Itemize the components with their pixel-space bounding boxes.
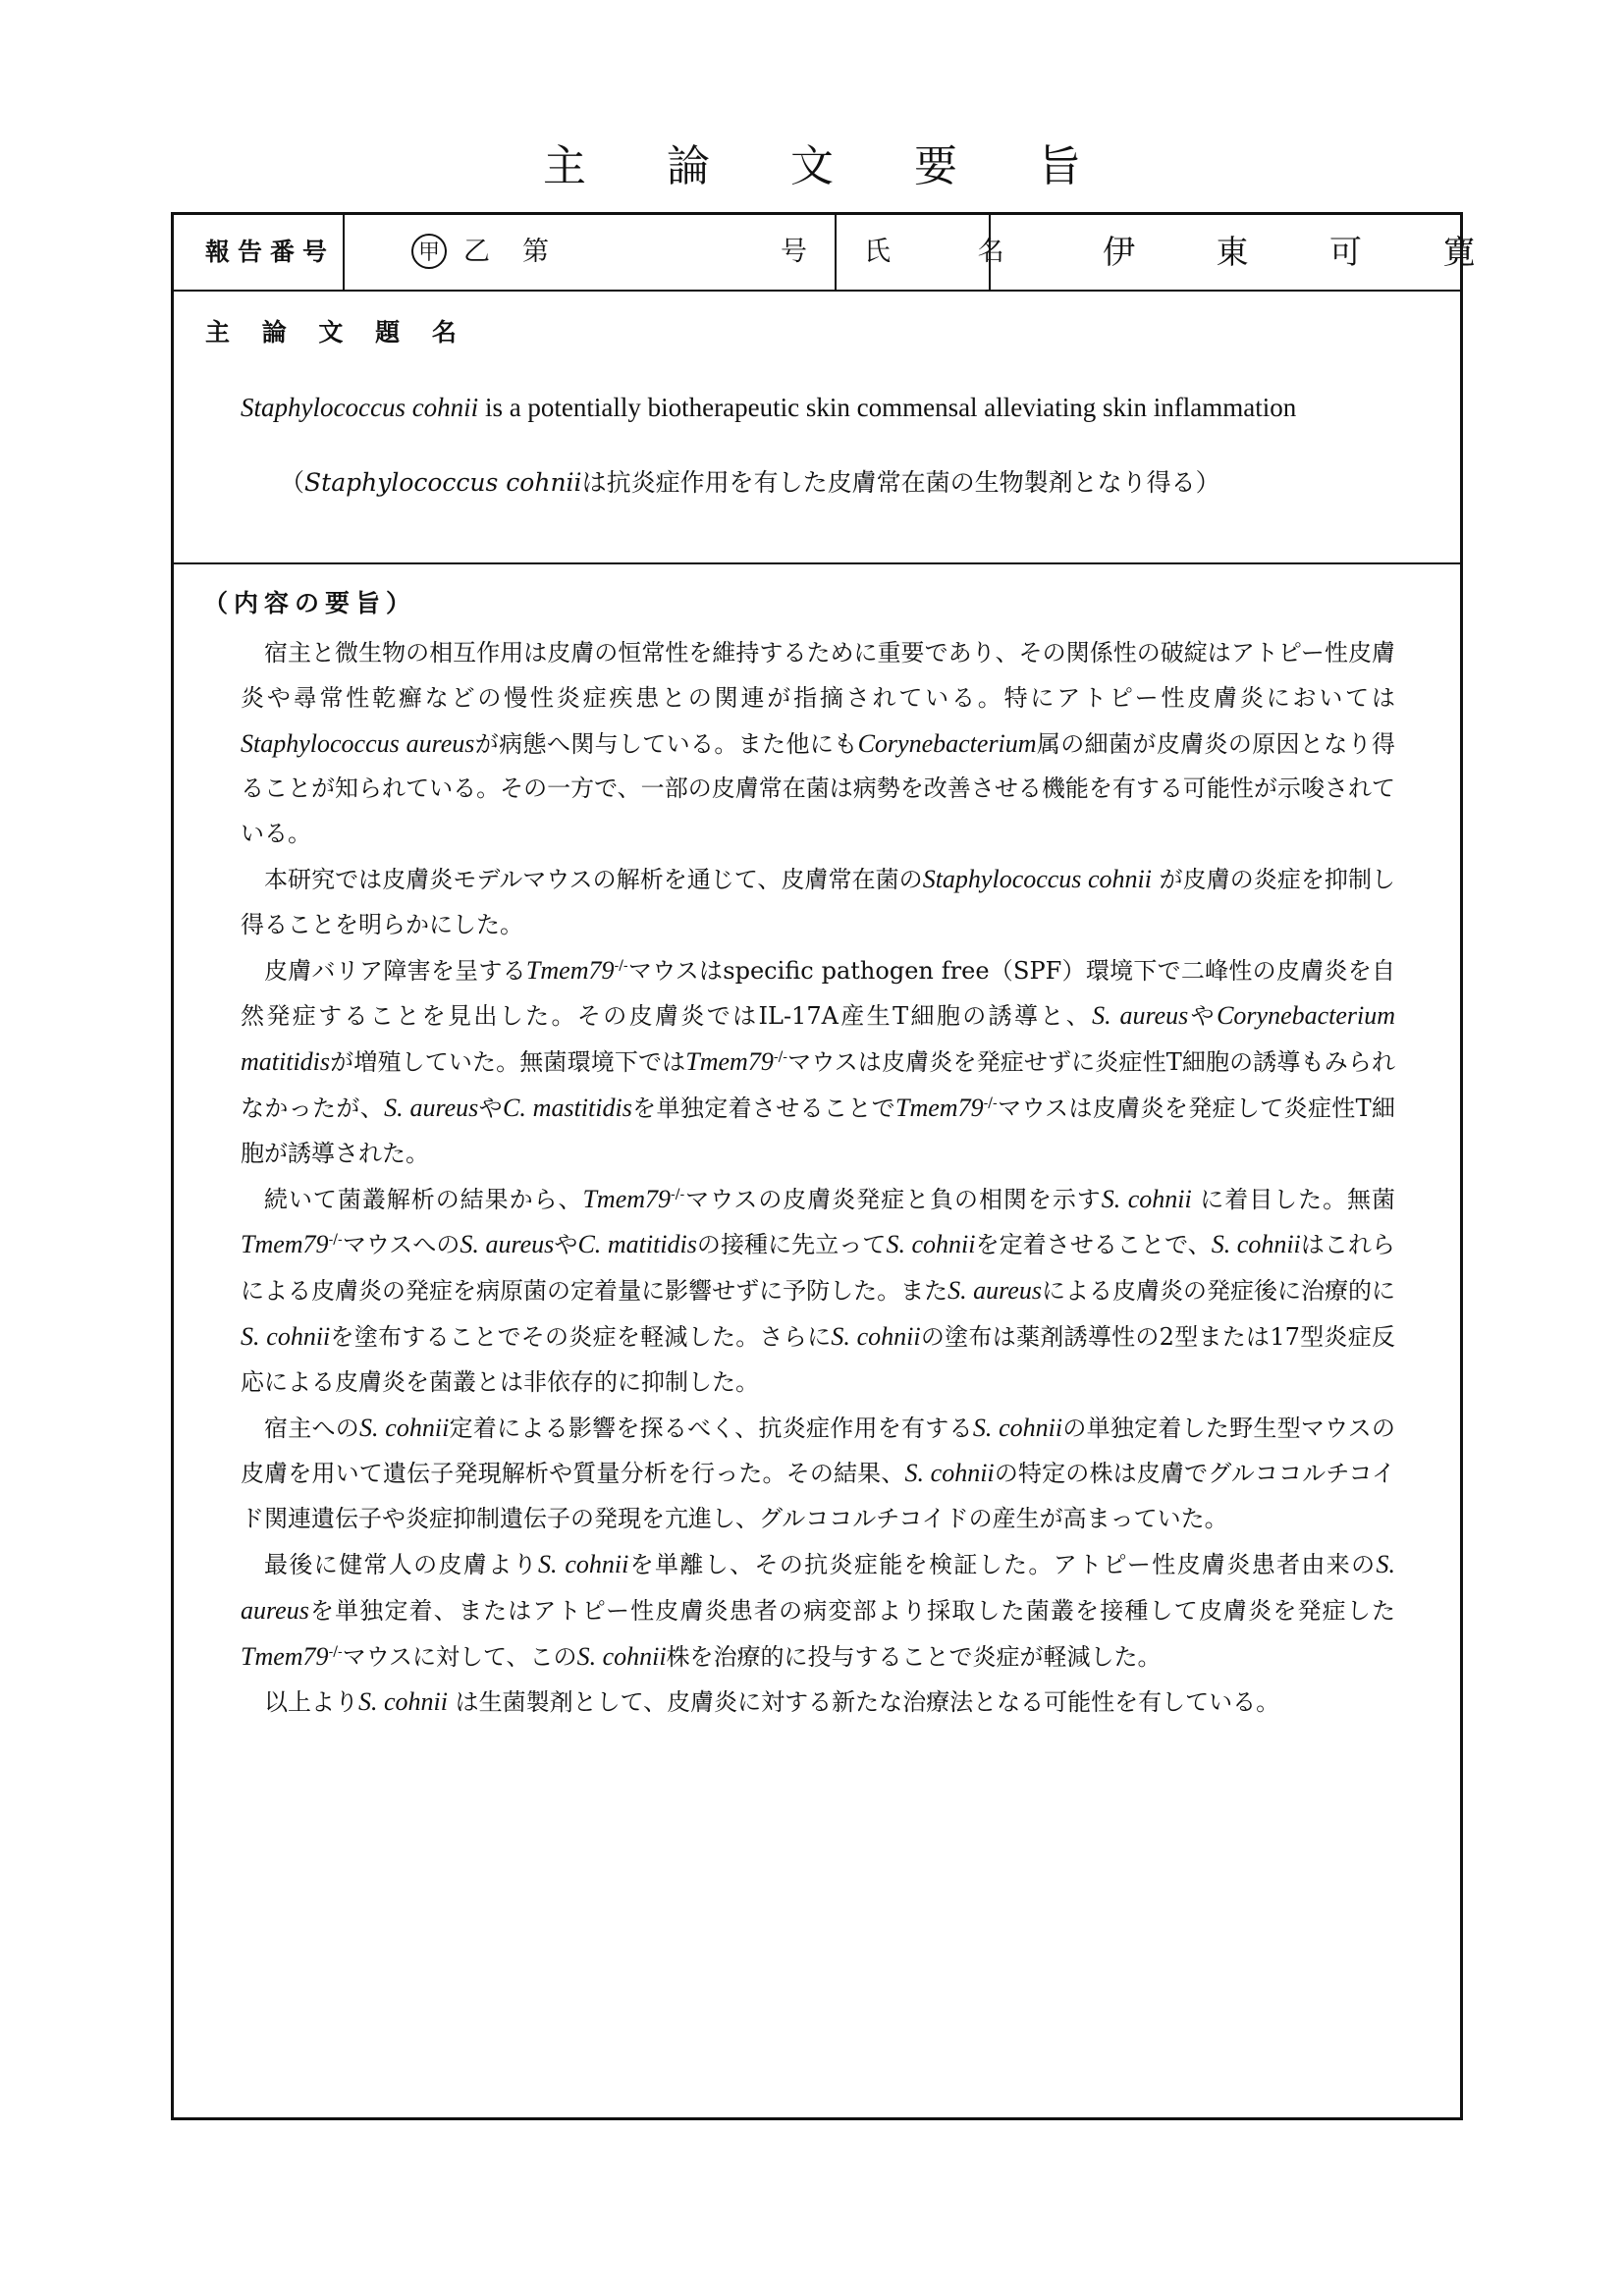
summary-paragraph: 以上よりS. cohnii は生菌製剤として、皮膚炎に対する新たな治療法となる可能性を有している。	[264, 1687, 1280, 1717]
gou-label: 号	[781, 237, 807, 267]
thesis-title-ja	[280, 464, 1419, 501]
divider	[835, 215, 837, 290]
thesis-title-en-rest: is a potentially biotherapeutic skin commensal alleviating skin inflammation	[478, 393, 1297, 422]
summary-form	[171, 212, 1511, 2120]
paren: （	[280, 468, 305, 497]
divider	[989, 215, 991, 290]
dai-label: 第	[522, 237, 549, 267]
summary-body	[241, 631, 1395, 1726]
species-name: Staphylococcus cohnii	[241, 393, 479, 422]
otsu-mark: 乙	[463, 237, 490, 267]
summary-paragraph: 皮膚バリア障害を呈するTmem79-/-マウスはspecific pathogen free（SPF）環境下で二峰性の皮膚炎を自然発症することを見出した。その皮膚炎ではIL-17A産生T細胞の誘導と、S. aureusやCorynebacterium matitidisが増殖していた。無菌環境下ではTmem79-/-マウスは皮膚炎を発症せずに炎症性T細胞の誘導もみられなかったが、S. aureusやC. mastitidisを単独定着させることでTmem79-/-マウスは皮膚炎を発症して炎症性T細胞が誘導された。	[241, 955, 1396, 1167]
kou-circled-mark: 甲	[411, 234, 447, 269]
report-number-row	[174, 215, 1511, 292]
summary-paragraph: 宿主と微生物の相互作用は皮膚の恒常性を維持するために重要であり、その関係性の破綻はアトピー性皮膚炎や尋常性乾癬などの慢性炎症疾患との関連が指摘されている。特にアトピー性皮膚炎においてはStaphylococcus aureusが病態へ関与している。また他にもCorynebacterium属の細菌が皮膚炎の原因となり得ることが知られている。その一方で、一部の皮膚常在菌は病勢を改善させる機能を有する可能性が示唆されている。	[241, 639, 1396, 848]
thesis-title-ja-rest: は抗炎症作用を有した皮膚常在菌の生物製剤となり得る）	[581, 468, 1220, 497]
document-title: 主 論 文 要 旨	[543, 141, 1114, 191]
species-name: Staphylococcus cohnii	[304, 468, 582, 497]
report-number-label: 報告番号	[205, 238, 336, 266]
summary-label: （内容の要旨）	[203, 589, 417, 617]
summary-paragraph: 宿主へのS. cohnii定着による影響を探るべく、抗炎症作用を有するS. cohniiの単独定着した野生型マウスの皮膚を用いて遺伝子発現解析や質量分析を行った。その結果、S. cohniiの特定の株は皮膚でグルココルチコイド関連遺伝子や炎症抑制遺伝子の発現を亢進し、グルココルチコイドの産生が高まっていた。	[241, 1413, 1395, 1533]
name-label: 氏 名	[864, 237, 1044, 267]
summary-paragraph: 最後に健常人の皮膚よりS. cohniiを単離し、その抗炎症能を検証した。アトピー性皮膚炎患者由来のS. aureusを単独定着、またはアトピー性皮膚炎患者の病変部より採取した菌叢を接種して皮膚炎を発症したTmem79-/-マウスに対して、このS. cohnii株を治療的に投与することで炎症が軽減した。	[241, 1549, 1395, 1671]
section-divider	[174, 562, 1460, 564]
thesis-title-en	[241, 390, 1399, 426]
summary-paragraph: 続いて菌叢解析の結果から、Tmem79-/-マウスの皮膚炎発症と負の相関を示すS. cohnii に着目した。無菌Tmem79-/-マウスへのS. aureusやC. matitidisの接種に先立ってS. cohniiを定着させることで、S. cohniiはこれらによる皮膚炎の発症を病原菌の定着量に影響せずに予防した。またS. aureusによる皮膚炎の発症後に治療的にS. cohniiを塗布することでその炎症を軽減した。さらにS. cohniiの塗布は薬剤誘導性の2型または17型炎症反応による皮膚炎を菌叢とは非依存的に抑制した。	[241, 1184, 1396, 1396]
divider	[343, 215, 345, 290]
thesis-title-label: 主 論 文 題 名	[205, 318, 468, 347]
author-name: 伊 東 可 寛	[1103, 233, 1511, 271]
summary-paragraph: 本研究では皮膚炎モデルマウスの解析を通じて、皮膚常在菌のStaphylococcus cohnii が皮膚の炎症を抑制し得ることを明らかにした。	[241, 864, 1395, 938]
